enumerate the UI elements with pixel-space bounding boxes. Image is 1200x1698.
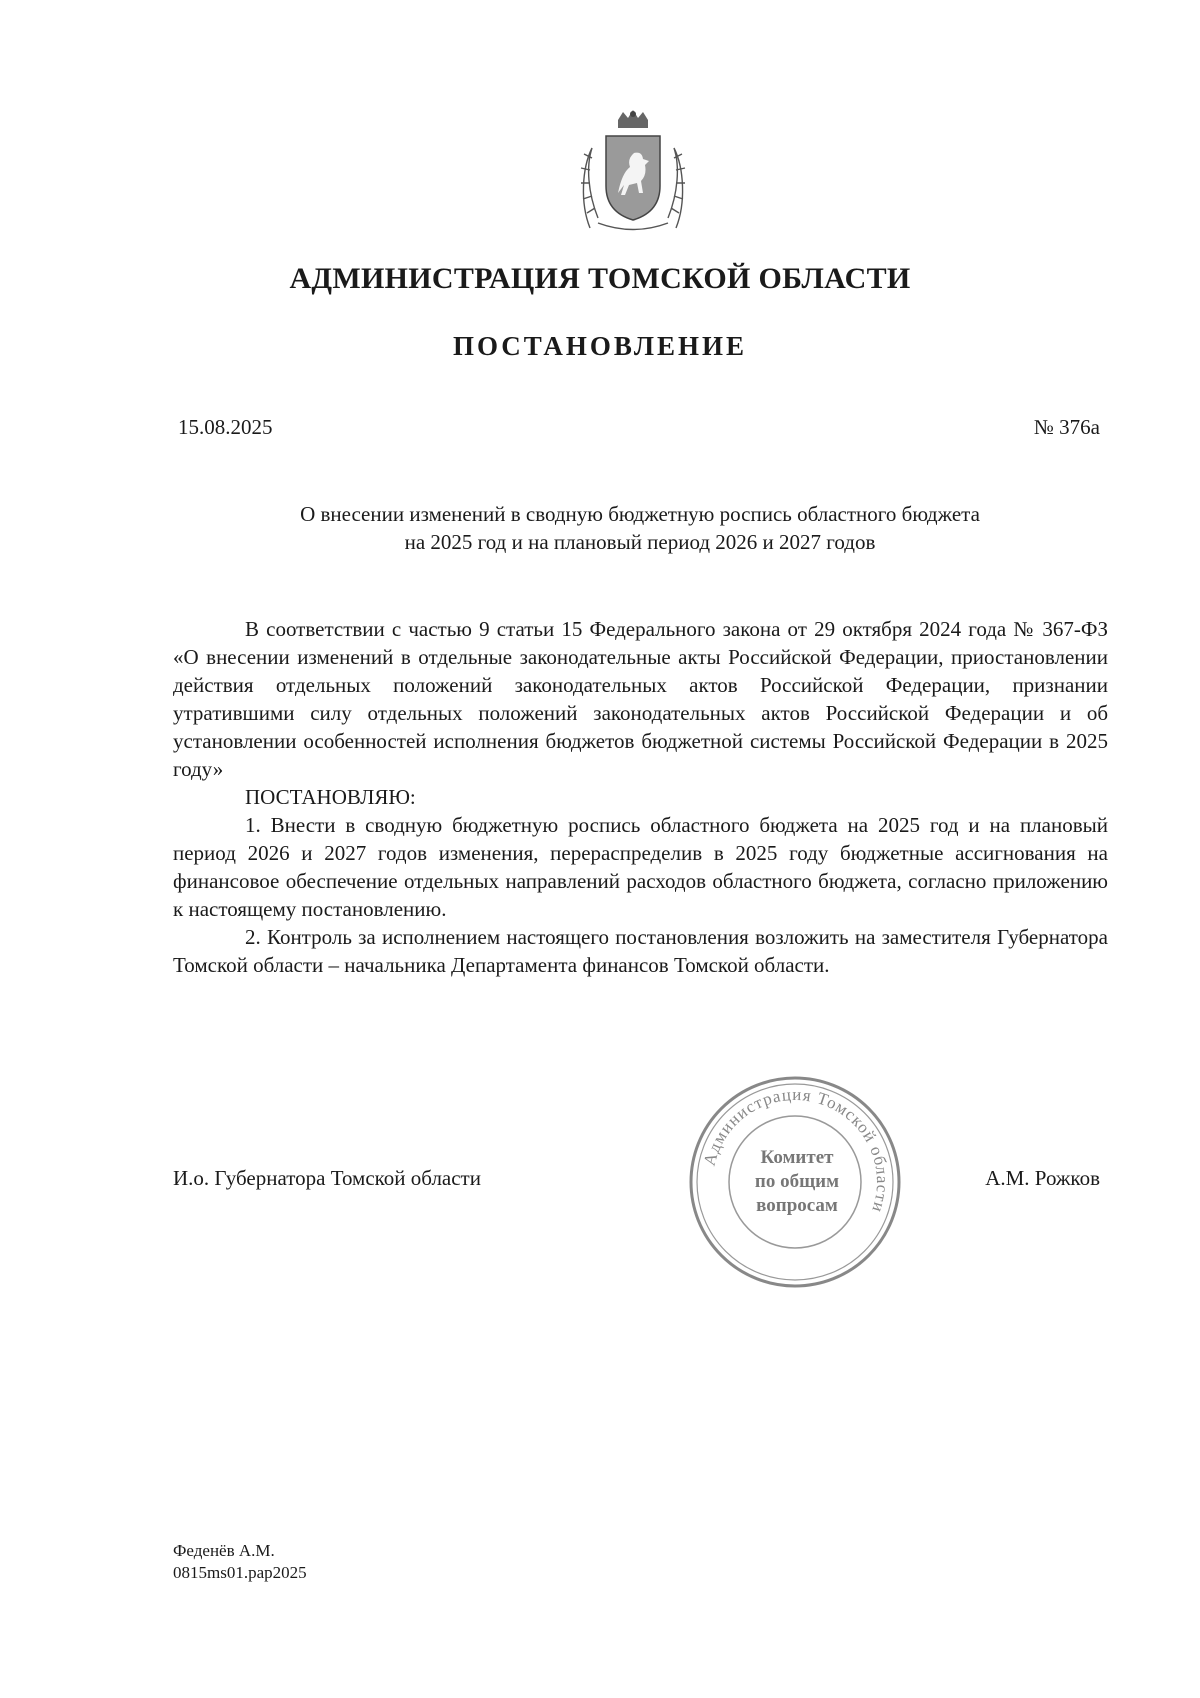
document-date: 15.08.2025 [178, 415, 273, 439]
stamp-outer-text: Администрация Томской области [699, 1084, 893, 1216]
executor-footer [173, 1540, 307, 1584]
subject-line: О внесении изменений в сводную бюджетную роспись областного бюджета [300, 502, 980, 526]
official-stamp [685, 1072, 905, 1292]
stamp-line: по общим [754, 1171, 840, 1192]
clause-2: 2. Контроль за исполнением настоящего постановления возложить на заместителя Губернатора Томской области – начальника Департамента финансов Томской области. [173, 925, 1108, 977]
organization-title: АДМИНИСТРАЦИЯ ТОМСКОЙ ОБЛАСТИ [289, 262, 911, 295]
preamble-paragraph: В соответствии с частью 9 статьи 15 Федерального закона от 29 октября 2024 года № 367-ФЗ «О внесении изменений в отдельные законодательные акты Российской Федерации, приостановлении действия отдельных положений законодательных актов Российской Федерации, признании утратившими силу отдельных положений законодательных актов Российской Федерации и об установлении особенностей исполнения бюджетов бюджетной системы Российской Федерации в 2025 году» [173, 617, 1108, 781]
document-body [173, 615, 1108, 979]
stamp-line: вопросам [756, 1195, 838, 1216]
document-subject [160, 500, 1120, 556]
signer-name: А.М. Рожков [985, 1166, 1100, 1190]
document-number: № 376а [1033, 415, 1100, 439]
clause-1: 1. Внести в сводную бюджетную роспись областного бюджета на 2025 год и на плановый период 2026 и 2027 годов изменения, перераспределив в 2025 году бюджетные ассигнования на финансовое обеспечение отдельных направлений расходов областного бюджета, согласно приложению к настоящему постановлению. [173, 813, 1108, 921]
stamp-line: Комитет [760, 1147, 834, 1168]
document-type: ПОСТАНОВЛЕНИЕ [452, 331, 748, 361]
executor-name: Феденёв А.М. [173, 1541, 275, 1560]
signer-title: И.о. Губернатора Томской области [173, 1166, 481, 1190]
file-code: 0815ms01.pap2025 [173, 1563, 307, 1582]
subject-line: на 2025 год и на плановый период 2026 и 2027 годов [404, 530, 876, 554]
decree-word: ПОСТАНОВЛЯЮ: [245, 785, 416, 809]
coat-of-arms-icon [578, 108, 688, 238]
